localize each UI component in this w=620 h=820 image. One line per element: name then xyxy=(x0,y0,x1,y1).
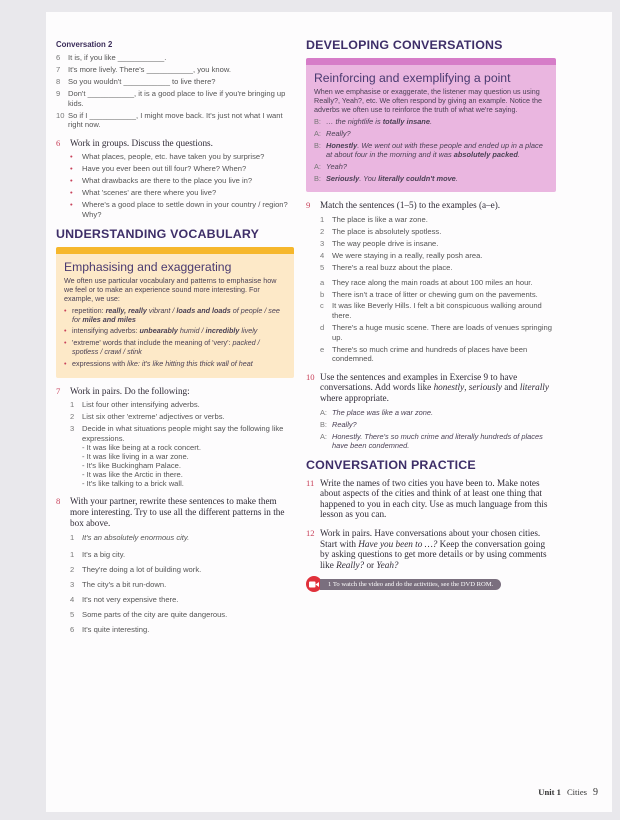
list-item: • intensifying adverbs: unbearably humid / incredibly lively xyxy=(64,327,286,336)
list-item: • Where's a good place to settle down in your country / region? Why? xyxy=(70,200,288,219)
exercise-7-tasks xyxy=(56,400,294,488)
list-item: 5 Some parts of the city are quite dangerous. xyxy=(70,610,228,620)
list-item: e There's so much crime and hundreds of places have been condemned. xyxy=(320,344,528,364)
conversation-practice-title: CONVERSATION PRACTICE xyxy=(306,457,476,472)
list-item: 2 List six other 'extreme' adjectives or verbs. xyxy=(70,412,225,422)
unit-name: Cities xyxy=(566,787,587,797)
reinforcing-box xyxy=(306,58,556,192)
dialogue-line: A: Yeah? xyxy=(314,162,347,172)
list-item: 3 The way people drive is insane. xyxy=(320,238,439,248)
like-expression: - It was like the Arctic in there. xyxy=(82,470,183,480)
exercise-9-examples xyxy=(306,278,556,364)
list-item: 5 There's a real buzz about the place. xyxy=(320,262,453,272)
list-item: 1 List four other intensifying adverbs. xyxy=(70,400,200,410)
like-expressions xyxy=(82,443,294,488)
list-item: 3 Decide in what situations people might say the following like expressions. - It was like being at a rock concert. - It was like living in a war zone. - It's like Buckingham Palace. - It was like the Arctic in there. - It's like talking to a brick wall. xyxy=(56,424,294,488)
exercise-6-questions xyxy=(56,152,294,219)
conversation-2-heading: Conversation 2 xyxy=(56,40,113,49)
list-item: • What 'scenes' are there where you live? xyxy=(70,188,217,198)
list-item: 6 It is, if you like ___________. xyxy=(56,53,167,62)
exercise-8-sentences xyxy=(56,532,294,635)
reinforcing-dialogue xyxy=(314,117,548,183)
like-expression: - It's like Buckingham Palace. xyxy=(82,461,181,471)
dialogue-line: B: Really? xyxy=(320,419,357,429)
list-item: c It was like Beverly Hills. I felt a bit conspicuous walking around there. xyxy=(320,301,542,321)
list-item: • What drawbacks are there to the place you live in? xyxy=(70,176,253,186)
list-item: 7 It's more lively. There's ___________, you know. xyxy=(56,64,232,74)
unit-label: Unit 1 xyxy=(538,787,561,797)
list-item: 8 So you wouldn't ___________ to live there? xyxy=(56,76,216,86)
list-item: 1 It's a big city. xyxy=(70,550,126,560)
right-column xyxy=(306,38,556,592)
list-item: 1 The place is like a war zone. xyxy=(320,214,428,224)
list-item: 1 It's an absolutely enormous city. xyxy=(70,533,190,543)
emphasising-box-intro: We often use particular vocabulary and patterns to emphasise how we feel or to make an experience sound more interesting. For example, we use: xyxy=(64,276,277,304)
dialogue-line: B: … the nightlife is totally insane. xyxy=(314,117,432,127)
dialogue-line: B: Honestly. We went out with these people and ended up in a place at about four in the morning and it was absolutely packed. xyxy=(314,141,543,160)
page-footer xyxy=(538,787,598,798)
list-item: a They race along the main roads at about 100 miles an hour. xyxy=(320,277,533,287)
list-item: 6 It's quite interesting. xyxy=(70,625,150,635)
dialogue-line: A: Honestly. There's so much crime and literally hundreds of places have been condemned. xyxy=(320,431,543,450)
exercise-8: 8 With your partner, rewrite these sentences to make them more interesting. Try to use all the different patterns in the box above. xyxy=(56,496,285,528)
dialogue-line: A: Really? xyxy=(314,129,351,139)
exercise-7: 7 Work in pairs. Do the following: xyxy=(56,385,190,396)
list-item: • Have you ever been out till four? Where? When? xyxy=(70,164,247,174)
list-item: 2 They're doing a lot of building work. xyxy=(70,565,202,575)
list-item: b There isn't a trace of litter or chewing gum on the pavements. xyxy=(320,289,538,299)
reinforcing-box-title: Reinforcing and exemplifying a point xyxy=(314,71,511,85)
exercise-6: 6 Work in groups. Discuss the questions. xyxy=(56,137,213,148)
textbook-page xyxy=(46,12,612,812)
list-item: 2 The place is absolutely spotless. xyxy=(320,226,442,236)
understanding-vocabulary-title: UNDERSTANDING VOCABULARY xyxy=(56,227,260,242)
list-item: 9 Don't ___________, it is a good place to live if you're bringing up kids. xyxy=(56,88,286,108)
list-item: • repetition: really, really vibrant / loads and loads of people / see for miles and miles xyxy=(64,307,286,325)
list-item: • expressions with like: it's like hitting this thick wall of heat xyxy=(64,360,286,369)
exercise-10: 10 Use the sentences and examples in Exercise 9 to have conversations. Add words like honestly, seriously and literally where appropriate. xyxy=(306,371,549,404)
developing-conversations-title: DEVELOPING CONVERSATIONS xyxy=(306,38,503,52)
emphasising-box xyxy=(56,247,294,377)
dialogue-line: B: Seriously. You literally couldn't move. xyxy=(314,174,458,184)
like-expression: - It was like being at a rock concert. xyxy=(82,443,202,453)
like-expression: - It's like talking to a brick wall. xyxy=(82,479,184,489)
video-instruction: 1 To watch the video and do the activities, see the DVD ROM. xyxy=(320,579,501,590)
exercise-11: 11 Write the names of two cities you have been to. Make notes about aspects of the cities and think of at least one thing that happened to you in each city. Use as much language from this lesson as you can. xyxy=(306,477,548,520)
list-item: 3 The city's a bit run-down. xyxy=(70,580,167,590)
like-expression: - It was like living in a war zone. xyxy=(82,452,189,462)
exercise-9: 9 Match the sentences (1–5) to the examples (a–e). xyxy=(306,200,501,211)
left-column xyxy=(56,40,294,638)
emphasising-box-list xyxy=(64,307,286,369)
dialogue-line: A: The place was like a war zone. xyxy=(320,407,434,417)
video-link[interactable] xyxy=(306,576,556,592)
list-item: 4 It's not very expensive there. xyxy=(70,595,179,605)
exercise-10-dialogue xyxy=(306,408,556,450)
list-item: • 'extreme' words that include the meaning of 'very': packed / spotless / crawl / stink xyxy=(64,339,286,357)
conversation-2-lines xyxy=(56,53,294,130)
emphasising-box-title: Emphasising and exaggerating xyxy=(64,260,232,275)
page-number: 9 xyxy=(593,787,598,798)
list-item: d There's a huge music scene. There are loads of venues springing up. xyxy=(320,323,552,342)
exercise-12: 12 Work in pairs. Have conversations about your chosen cities. Start with Have you been to …? Keep the conversation going by asking questions to get more details or by using comments like Really? or Yeah? xyxy=(306,527,547,570)
reinforcing-box-intro: When we emphasise or exaggerate, the listener may question us using Really?, Yeah?, etc. We often respond by giving an example. Notice the adverbs we often use to reinforce the truth of what we're saying. xyxy=(314,87,543,114)
list-item: • What places, people, etc. have taken you by surprise? xyxy=(70,152,265,162)
list-item: 4 We were staying in a really, really posh area. xyxy=(320,250,483,260)
list-item: 10 So if I ___________, I might move back. It's just not what I want right now. xyxy=(56,110,283,130)
exercise-9-sentences xyxy=(306,215,556,273)
